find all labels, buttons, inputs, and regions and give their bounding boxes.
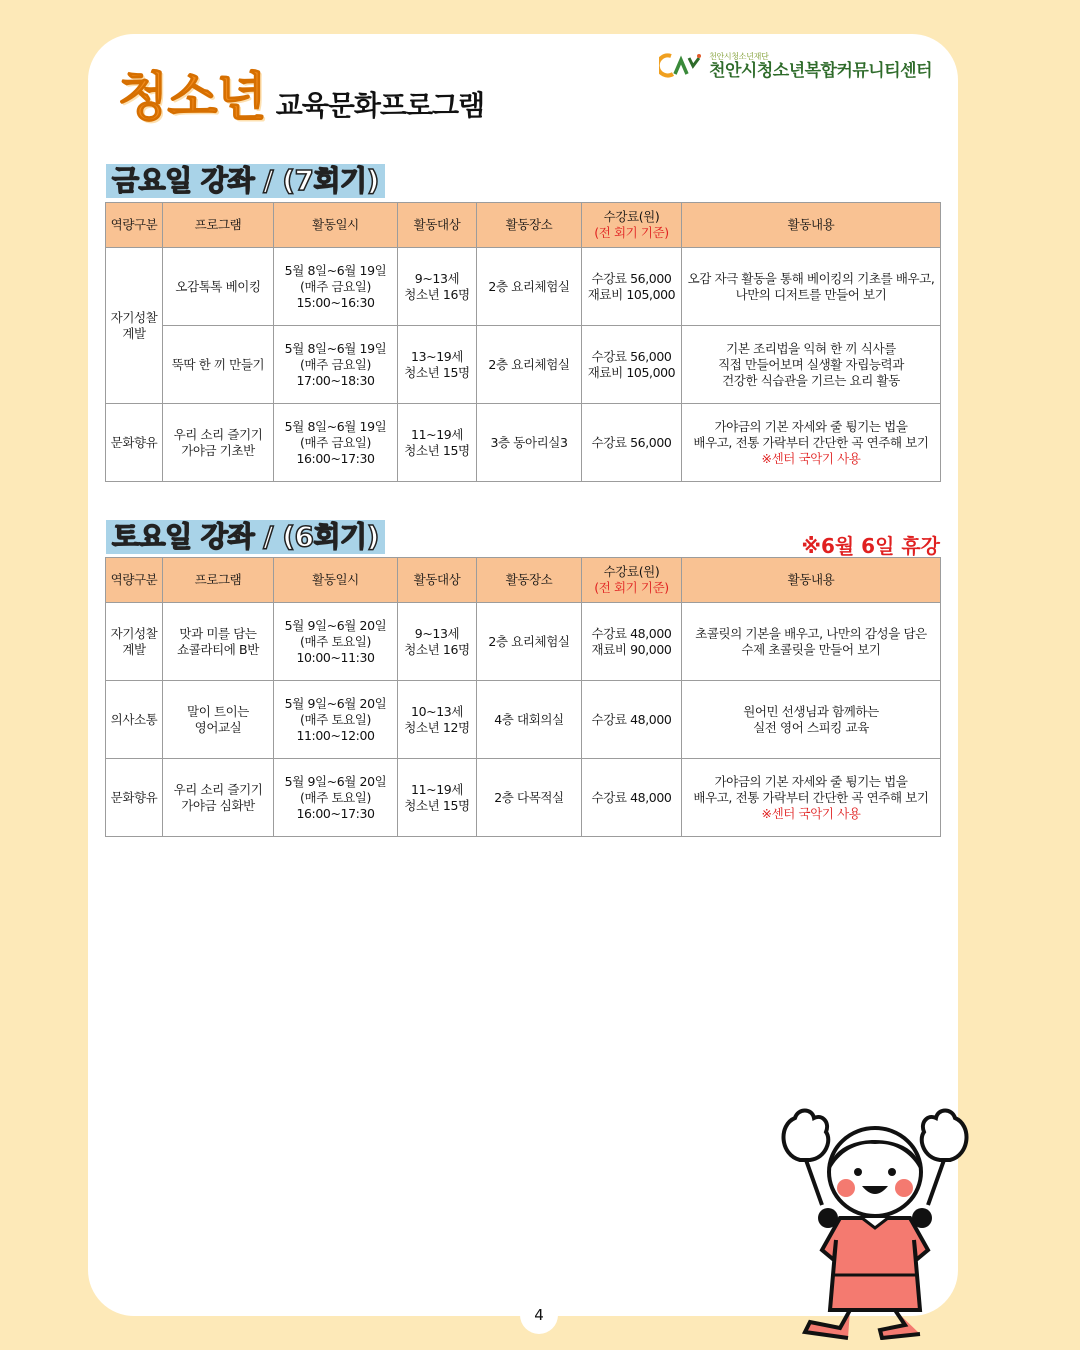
target-cell: 10~13세 청소년 12명 <box>398 681 477 759</box>
table-header-row <box>106 558 941 603</box>
place-cell: 4층 대회의실 <box>477 681 582 759</box>
content-cell: 가야금의 기본 자세와 줄 튕기는 법을 배우고, 전통 가락부터 간단한 곡 연주해 보기 ※센터 국악기 사용 <box>682 759 941 837</box>
place-cell: 3층 동아리실3 <box>477 404 582 482</box>
col-target: 활동대상 <box>398 203 477 248</box>
friday-table <box>105 202 941 482</box>
category-cell: 자기성찰 계발 <box>106 603 163 681</box>
saturday-heading <box>106 520 385 554</box>
title-big: 청소년 <box>118 67 266 128</box>
fee-cell: 수강료 48,000 <box>582 681 682 759</box>
target-cell: 9~13세 청소년 16명 <box>398 248 477 326</box>
col-content: 활동내용 <box>682 558 941 603</box>
fee-note: (전 회기 기준) <box>594 225 669 240</box>
target-cell: 11~19세 청소년 15명 <box>398 759 477 837</box>
title-small: 교육문화프로그램 <box>275 89 485 122</box>
program-cell: 우리 소리 즐기기 가야금 심화반 <box>163 759 274 837</box>
target-cell: 13~19세 청소년 15명 <box>398 326 477 404</box>
col-schedule: 활동일시 <box>274 558 398 603</box>
center-logo <box>659 52 932 80</box>
place-cell: 2층 다목적실 <box>477 759 582 837</box>
col-category: 역량구분 <box>106 558 163 603</box>
program-cell: 뚝딱 한 끼 만들기 <box>163 326 274 404</box>
place-cell: 2층 요리체험실 <box>477 326 582 404</box>
content-cell: 기본 조리법을 익혀 한 끼 식사를 직접 만들어보며 실생활 자립능력과 건강한 식습관을 기르는 요리 활동 <box>682 326 941 404</box>
category-cell: 문화향유 <box>106 404 163 482</box>
table-row <box>106 759 941 837</box>
schedule-cell: 5월 9일~6월 20일 (매주 토요일) 11:00~12:00 <box>274 681 398 759</box>
content-cell: 원어민 선생님과 함께하는 실전 영어 스피킹 교육 <box>682 681 941 759</box>
fee-cell: 수강료 56,000 재료비 105,000 <box>582 326 682 404</box>
col-program: 프로그램 <box>163 558 274 603</box>
fee-cell: 수강료 56,000 재료비 105,000 <box>582 248 682 326</box>
program-cell: 말이 트이는 영어교실 <box>163 681 274 759</box>
saturday-heading-label: 토요일 강좌 / (6회기) <box>106 520 385 554</box>
table-header-row <box>106 203 941 248</box>
program-cell: 오감톡톡 베이킹 <box>163 248 274 326</box>
friday-heading-label: 금요일 강좌 / (7회기) <box>106 164 385 198</box>
table-row <box>106 681 941 759</box>
schedule-cell: 5월 8일~6월 19일 (매주 금요일) 15:00~16:30 <box>274 248 398 326</box>
program-cell: 맛과 미를 담는 쇼콜라티에 B반 <box>163 603 274 681</box>
content-cell: 초콜릿의 기본을 배우고, 나만의 감성을 담은 수제 초콜릿을 만들어 보기 <box>682 603 941 681</box>
category-cell: 자기성찰 계발 <box>106 248 163 404</box>
table-row <box>106 326 941 404</box>
table-row <box>106 603 941 681</box>
col-place: 활동장소 <box>477 203 582 248</box>
note-text: ※센터 국악기 사용 <box>761 450 861 466</box>
program-cell: 우리 소리 즐기기 가야금 기초반 <box>163 404 274 482</box>
category-cell: 문화향유 <box>106 759 163 837</box>
place-cell: 2층 요리체험실 <box>477 248 582 326</box>
target-cell: 11~19세 청소년 15명 <box>398 404 477 482</box>
note-text: ※센터 국악기 사용 <box>761 805 861 821</box>
place-cell: 2층 요리체험실 <box>477 603 582 681</box>
table-row <box>106 248 941 326</box>
logo-small-text: 천안시청소년재단 <box>709 51 769 61</box>
schedule-cell: 5월 9일~6월 20일 (매주 토요일) 16:00~17:30 <box>274 759 398 837</box>
cheering-girl-illustration <box>770 1100 980 1340</box>
friday-heading <box>106 164 385 198</box>
col-fee: 수강료(원) (전 회기 기준) <box>582 203 682 248</box>
fee-note: (전 회기 기준) <box>594 580 669 595</box>
saturday-table <box>105 557 941 837</box>
fee-cell: 수강료 48,000 <box>582 759 682 837</box>
page-number: 4 <box>520 1296 558 1334</box>
schedule-cell: 5월 9일~6월 20일 (매주 토요일) 10:00~11:30 <box>274 603 398 681</box>
content-cell: 가야금의 기본 자세와 줄 튕기는 법을 배우고, 전통 가락부터 간단한 곡 연주해 보기 ※센터 국악기 사용 <box>682 404 941 482</box>
target-cell: 9~13세 청소년 16명 <box>398 603 477 681</box>
fee-cell: 수강료 48,000 재료비 90,000 <box>582 603 682 681</box>
col-place: 활동장소 <box>477 558 582 603</box>
category-cell: 의사소통 <box>106 681 163 759</box>
col-target: 활동대상 <box>398 558 477 603</box>
logo-main-text: 천안시청소년복합커뮤니티센터 <box>709 60 932 81</box>
col-schedule: 활동일시 <box>274 203 398 248</box>
content-cell: 오감 자극 활동을 통해 베이킹의 기초를 배우고, 나만의 디저트를 만들어 보기 <box>682 248 941 326</box>
col-fee: 수강료(원) (전 회기 기준) <box>582 558 682 603</box>
col-content: 활동내용 <box>682 203 941 248</box>
page-title <box>118 67 485 128</box>
holiday-notice: ※6월 6일 휴강 <box>801 534 940 558</box>
col-category: 역량구분 <box>106 203 163 248</box>
col-program: 프로그램 <box>163 203 274 248</box>
fee-cell: 수강료 56,000 <box>582 404 682 482</box>
table-row <box>106 404 941 482</box>
center-logo-icon <box>659 52 701 80</box>
schedule-cell: 5월 8일~6월 19일 (매주 금요일) 17:00~18:30 <box>274 326 398 404</box>
schedule-cell: 5월 8일~6월 19일 (매주 금요일) 16:00~17:30 <box>274 404 398 482</box>
